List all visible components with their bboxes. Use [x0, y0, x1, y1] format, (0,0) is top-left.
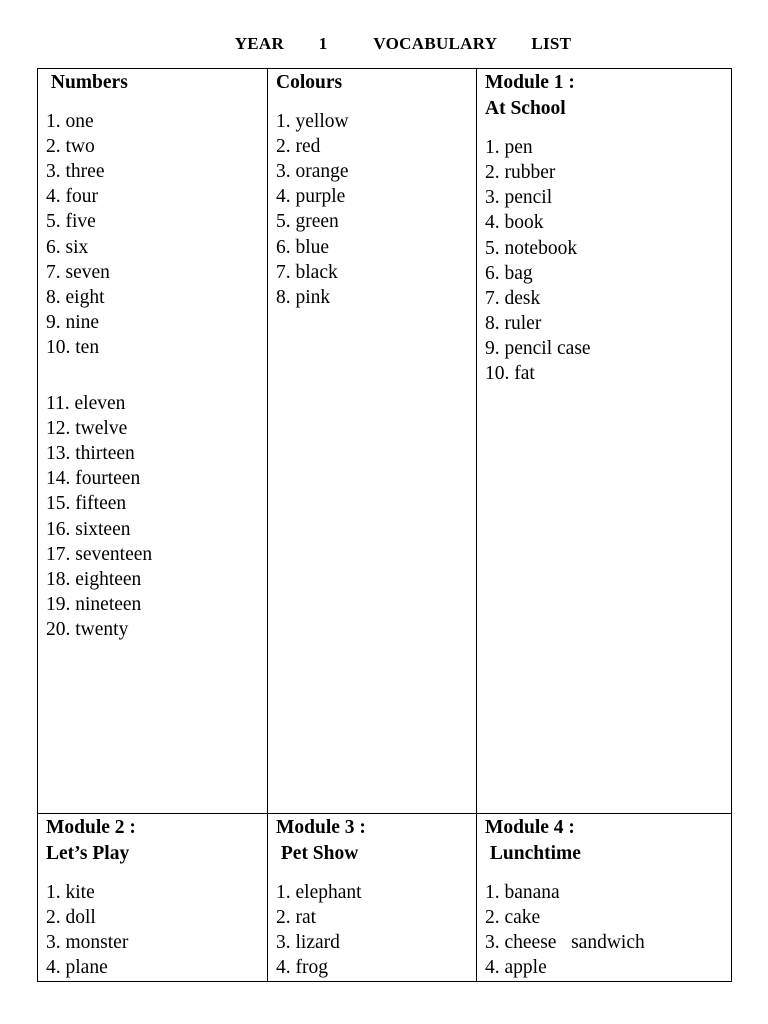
list-item: 2. cake: [485, 907, 541, 929]
colours-cell: [267, 68, 477, 814]
module1-list: [485, 135, 731, 386]
list-item: 10. ten: [46, 336, 100, 358]
list-item: 1. yellow: [276, 111, 349, 133]
list-item: 9. pencil case: [485, 337, 591, 359]
list-item: 3. monster: [46, 932, 129, 954]
list-item: 2. rubber: [485, 162, 556, 184]
numbers-gap: [46, 360, 267, 391]
list-item: 17. seventeen: [46, 543, 153, 565]
colours-heading: Colours: [276, 72, 343, 93]
list-item: 13. thirteen: [46, 443, 135, 465]
list-item: 12. twelve: [46, 418, 128, 440]
list-item: 6. six: [46, 236, 89, 258]
list-item: 1. kite: [46, 882, 95, 904]
module1-cell: [476, 68, 732, 814]
colours-list: [276, 109, 476, 310]
list-item: 2. two: [46, 136, 95, 158]
list-item: 2. red: [276, 136, 321, 158]
module1-heading-topic: At School: [485, 98, 566, 120]
module1-heading-number: Module 1 :: [485, 72, 575, 93]
list-item: 14. fourteen: [46, 468, 141, 490]
list-item: 10. fat: [485, 363, 535, 385]
list-item: 20. twenty: [46, 618, 129, 640]
list-item: 11. eleven: [46, 393, 126, 415]
module4-heading-topic: Lunchtime: [485, 843, 581, 865]
list-item: 5. five: [46, 211, 96, 233]
list-item: 18. eighteen: [46, 568, 142, 590]
list-item: 4. apple: [485, 957, 547, 979]
list-item: 4. frog: [276, 957, 328, 979]
list-item: 3. cheese sandwich: [485, 932, 645, 954]
list-item: 8. ruler: [485, 312, 542, 334]
module2-heading-number: Module 2 :: [46, 817, 136, 838]
module2-heading-topic: Let’s Play: [46, 843, 130, 865]
list-item: 1. one: [46, 111, 94, 133]
list-item: 6. bag: [485, 262, 533, 284]
list-item: 3. three: [46, 161, 105, 183]
list-item: 19. nineteen: [46, 593, 142, 615]
list-item: 2. doll: [46, 907, 96, 929]
list-item: 16. sixteen: [46, 518, 131, 540]
module2-list: [46, 880, 267, 980]
list-item: 4. purple: [276, 186, 346, 208]
module3-heading-number: Module 3 :: [276, 817, 366, 838]
list-item: 3. pencil: [485, 187, 553, 209]
list-item: 3. lizard: [276, 932, 340, 954]
module4-cell: [476, 813, 732, 982]
list-item: 8. eight: [46, 286, 105, 308]
list-item: 1. banana: [485, 882, 560, 904]
list-item: 1. pen: [485, 137, 533, 159]
list-item: 7. seven: [46, 261, 110, 283]
module4-list: [485, 880, 731, 980]
list-item: 3. orange: [276, 161, 349, 183]
list-item: 7. desk: [485, 287, 541, 309]
list-item: 15. fifteen: [46, 493, 127, 515]
page-title: YEAR 1 VOCABULARY LIST: [234, 34, 572, 53]
list-item: 8. pink: [276, 286, 331, 308]
module2-cell: [37, 813, 268, 982]
numbers-list: [46, 109, 267, 360]
numbers-cell: [37, 68, 268, 814]
list-item: 2. rat: [276, 907, 317, 929]
list-item: 4. book: [485, 212, 544, 234]
numbers-list-teens: [46, 391, 267, 642]
list-item: 5. green: [276, 211, 339, 233]
list-item: 4. plane: [46, 957, 108, 979]
list-item: 4. four: [46, 186, 98, 208]
list-item: 6. blue: [276, 236, 330, 258]
numbers-heading: Numbers: [46, 72, 128, 93]
list-item: 9. nine: [46, 311, 100, 333]
list-item: 7. black: [276, 261, 338, 283]
module3-cell: [267, 813, 477, 982]
list-item: 1. elephant: [276, 882, 362, 904]
list-item: 5. notebook: [485, 237, 578, 259]
module3-list: [276, 880, 476, 980]
module3-heading-topic: Pet Show: [276, 843, 359, 865]
module4-heading-number: Module 4 :: [485, 817, 575, 838]
